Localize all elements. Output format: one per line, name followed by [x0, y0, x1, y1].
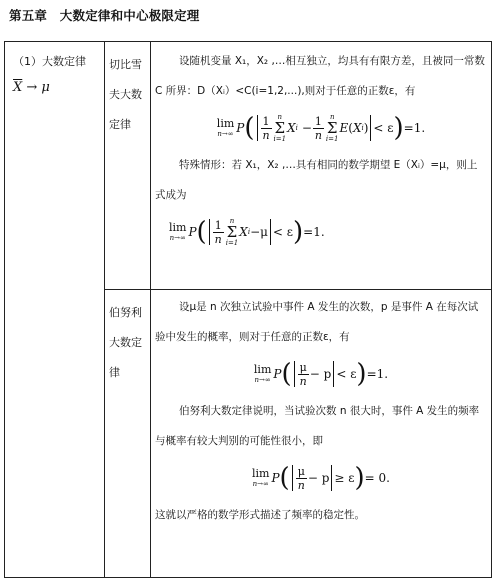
topic-label: （1）大数定律	[13, 55, 86, 68]
bernoulli-formula-complement: lim n→∞ P ( $\frac{\mu}{n}$ − p ≥ ε ) = 0.	[252, 463, 390, 493]
chebyshev-name-line: 切比雪	[109, 58, 142, 71]
chebyshev-special-formula: lim n→∞ P ( $\frac{1}{n}$ n Σ i=1 X i −μ < ε ) =1.	[169, 217, 325, 247]
topic-cell	[5, 42, 105, 578]
chebyshev-name-line: 夫大数	[109, 88, 142, 101]
chebyshev-formula: lim n→∞ P ( $\frac{1}{n}$ n Σ i=1 X i − $\frac{1}{n}$ n Σ i=1 E ( X i ) < ε ) =1.	[216, 113, 426, 143]
bernoulli-explanation: 伯努利大数定律说明，当试验次数 n 很大时，事件 A 发生的频率与概率有较大判别的可能性很小，即	[155, 405, 480, 447]
bernoulli-conclusion: 这就以严格的数学形式描述了频率的稳定性。	[155, 509, 365, 521]
theorem-table	[4, 41, 492, 578]
bernoulli-name-line: 大数定	[109, 336, 142, 349]
topic-limit-expression: $\overline{X} \to \mu$	[13, 80, 50, 95]
bernoulli-statement: 设μ是 n 次独立试验中事件 A 发生的次数，p 是事件 A 在每次试验中发生的概率，则对于任意的正数ε，有	[155, 301, 479, 343]
chebyshev-content-cell	[151, 42, 492, 290]
chebyshev-name-line: 定律	[109, 118, 131, 131]
chapter-title: 第五章 大数定律和中心极限定理	[9, 8, 200, 23]
chebyshev-special-case: 特殊情形：若 X₁，X₂ ,…具有相同的数学期望 E（Xᵢ）=μ，则上式成为	[155, 159, 478, 201]
bernoulli-content-cell	[151, 290, 492, 578]
bernoulli-formula: lim n→∞ P ( $\frac{\mu}{n}$ − p < ε ) =1.	[253, 359, 389, 389]
chebyshev-name-cell	[105, 42, 151, 290]
chebyshev-statement: 设随机变量 X₁，X₂ ,…相互独立，均具有有限方差，且被同一常数 C 所界：D（Xᵢ）<C(i=1,2,...),则对于任意的正数ε，有	[155, 55, 485, 97]
bernoulli-name-line: 伯努利	[109, 306, 142, 319]
bernoulli-name-cell	[105, 290, 151, 578]
bernoulli-name-line: 律	[109, 366, 120, 379]
